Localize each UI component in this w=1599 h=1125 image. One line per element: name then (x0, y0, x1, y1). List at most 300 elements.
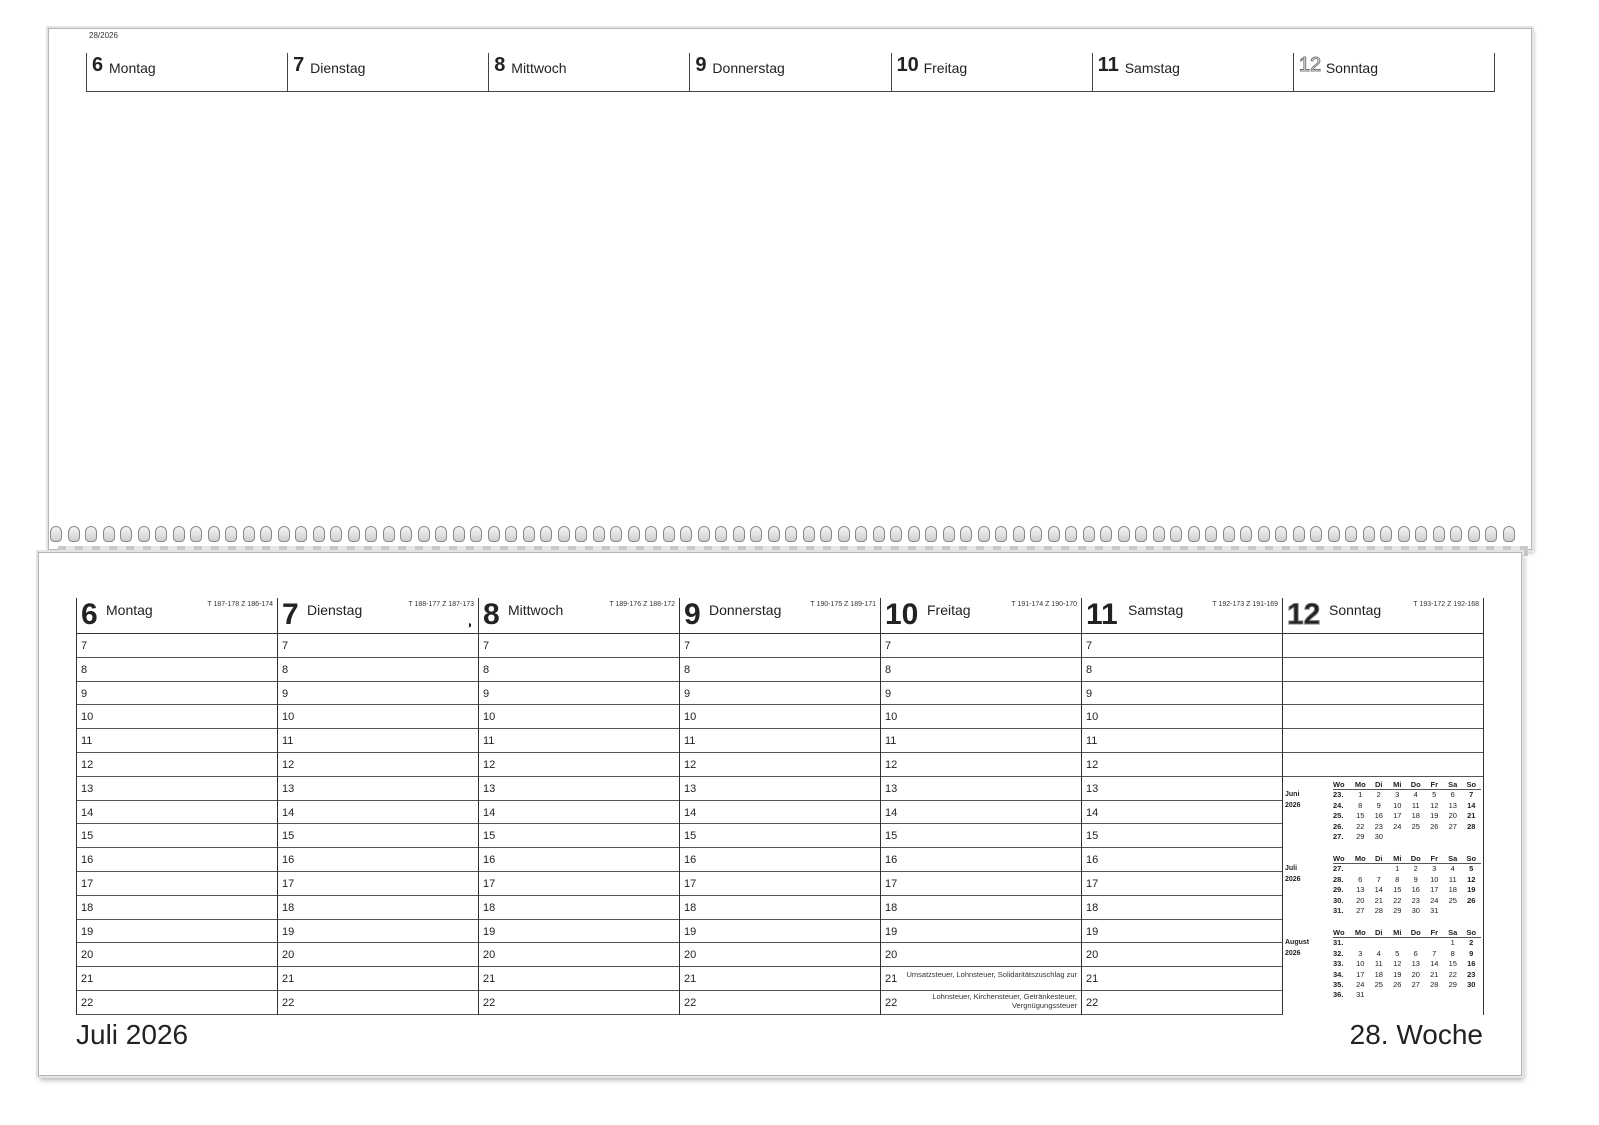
hour-slot[interactable] (77, 682, 277, 706)
hour-slot[interactable] (1283, 753, 1483, 777)
hour-slot[interactable] (680, 848, 880, 872)
hour-label: 14 (885, 806, 898, 819)
binding-ring (330, 526, 342, 542)
binding-ring (1013, 526, 1025, 542)
binding-ring (593, 526, 605, 542)
hour-slot[interactable] (680, 777, 880, 801)
day-number (1425, 990, 1444, 1000)
hour-slot[interactable] (278, 991, 478, 1015)
hour-slot[interactable] (77, 729, 277, 753)
hour-label: 18 (684, 901, 697, 914)
day-number: 16 (1467, 959, 1476, 969)
day-number: 4 (1450, 864, 1455, 874)
hour-label: 19 (1086, 925, 1099, 938)
hour-slot[interactable] (680, 943, 880, 967)
hour-slot[interactable] (77, 967, 277, 991)
hour-label: 10 (1086, 711, 1099, 724)
day-number (1425, 938, 1444, 948)
hour-label: 11 (81, 735, 93, 748)
planner-day-6 (1282, 598, 1484, 633)
hour-slot[interactable] (278, 729, 478, 753)
hour-slot[interactable] (479, 801, 679, 825)
hour-slot[interactable] (278, 801, 478, 825)
hour-slot[interactable] (1082, 896, 1282, 920)
day-number: 8 (1395, 874, 1400, 884)
day-number: 7 (1376, 874, 1381, 884)
hour-label: 10 (483, 711, 496, 724)
hour-label: 22 (684, 996, 697, 1009)
hour-slot[interactable] (680, 705, 880, 729)
hour-slot[interactable] (479, 896, 679, 920)
weekday-header: Do (1407, 854, 1426, 864)
hour-slot[interactable] (479, 682, 679, 706)
hour-label: 15 (483, 830, 496, 843)
planner-day-name: Montag (106, 602, 153, 618)
hour-slot[interactable] (680, 682, 880, 706)
hour-slot[interactable] (479, 777, 679, 801)
binding-ring (1030, 526, 1042, 542)
day-number: 29 (1356, 831, 1365, 841)
moon-phase-icon: ◑ (465, 620, 472, 631)
top-day-name: Mittwoch (511, 60, 567, 76)
hour-label: 19 (885, 925, 898, 938)
hour-slot[interactable] (1082, 658, 1282, 682)
hour-slot[interactable] (680, 967, 880, 991)
day-number: 10 (1356, 959, 1365, 969)
day-number: 2 (1469, 938, 1474, 948)
hour-label: 22 (885, 996, 898, 1009)
hour-slot[interactable] (278, 920, 478, 944)
binding-ring (540, 526, 552, 542)
day-number: 21 (1467, 811, 1476, 821)
footer-month: Juli 2026 (76, 1019, 189, 1050)
hour-slot[interactable] (881, 920, 1081, 944)
hour-slot[interactable] (278, 658, 478, 682)
hour-slot[interactable] (680, 729, 880, 753)
weekday-header: Wo (1333, 854, 1351, 864)
hour-slot[interactable] (278, 753, 478, 777)
hour-label: 14 (282, 806, 295, 819)
planner-day-name: Donnerstag (709, 602, 782, 618)
day-number: 17 (1430, 885, 1439, 895)
planner-grid (76, 598, 1484, 1015)
day-number: 1 (1450, 938, 1455, 948)
hour-label: 8 (684, 663, 691, 676)
tax-note (932, 992, 1077, 1010)
hour-label: 8 (1086, 663, 1093, 676)
hour-slot[interactable] (278, 872, 478, 896)
hour-label: 13 (282, 782, 295, 795)
day-number: 2 (1376, 790, 1381, 800)
hour-slot[interactable] (278, 682, 478, 706)
hour-slot[interactable] (680, 658, 880, 682)
hour-slot[interactable] (77, 777, 277, 801)
binding-ring (1240, 526, 1252, 542)
week-label: 28/2026 (89, 31, 118, 40)
hour-slot[interactable] (881, 729, 1081, 753)
weekday-header: Mi (1388, 928, 1407, 938)
day-number: 30 (1467, 979, 1476, 989)
hour-slot[interactable] (1283, 634, 1483, 658)
day-number: 25 (1411, 821, 1420, 831)
binding-ring (1083, 526, 1095, 542)
hour-slot[interactable] (77, 634, 277, 658)
binding-ring (295, 526, 307, 542)
binding-ring (628, 526, 640, 542)
hour-label: 20 (684, 949, 697, 962)
day-number: 2 (1413, 864, 1418, 874)
binding-ring (680, 526, 692, 542)
day-number: 24 (1393, 821, 1402, 831)
binding-ring (243, 526, 255, 542)
hour-slot[interactable] (479, 729, 679, 753)
binding-ring (750, 526, 762, 542)
binding-ring (785, 526, 797, 542)
hour-label: 19 (684, 925, 697, 938)
hour-slot[interactable] (1283, 705, 1483, 729)
hour-label: 8 (282, 663, 289, 676)
hour-slot[interactable] (479, 991, 679, 1015)
day-number: 18 (1374, 969, 1383, 979)
hour-label: 22 (1086, 996, 1099, 1009)
hour-label: 8 (81, 663, 88, 676)
week-number: 28. (1333, 874, 1344, 884)
hour-slot[interactable] (1082, 729, 1282, 753)
hour-slot[interactable] (1082, 920, 1282, 944)
hour-slot[interactable] (77, 943, 277, 967)
binding-ring (925, 526, 937, 542)
hour-slot[interactable] (1082, 705, 1282, 729)
mini-calendar-2 (1285, 928, 1481, 1001)
hour-slot[interactable] (278, 848, 478, 872)
day-number: 26 (1467, 895, 1476, 905)
hour-slot[interactable] (278, 824, 478, 848)
week-number: 26. (1333, 821, 1344, 831)
day-number: 20 (1411, 969, 1420, 979)
hour-label: 22 (81, 996, 94, 1009)
weekday-header: Sa (1444, 928, 1463, 938)
weekday-header: Fr (1425, 780, 1444, 790)
hour-label: 17 (684, 877, 697, 890)
binding-ring (260, 526, 272, 542)
week-number: 30. (1333, 895, 1344, 905)
hour-slot[interactable] (479, 920, 679, 944)
hour-label: 16 (1086, 854, 1099, 867)
hour-slot[interactable] (77, 872, 277, 896)
binding-ring (908, 526, 920, 542)
binding-ring (1065, 526, 1077, 542)
day-number: 30 (1374, 831, 1383, 841)
mini-month-year: 2026 (1285, 801, 1301, 809)
hour-label: 7 (282, 640, 289, 652)
binding-ring (208, 526, 220, 542)
hour-slot[interactable] (1082, 682, 1282, 706)
week-number: 33. (1333, 959, 1344, 969)
day-number: 17 (1356, 969, 1365, 979)
top-day-number: 11 (1097, 54, 1119, 76)
hour-slot[interactable] (1082, 801, 1282, 825)
hour-slot[interactable] (77, 991, 277, 1015)
binding-ring (768, 526, 780, 542)
hour-slot[interactable] (881, 991, 1081, 1015)
day-number: 28 (1430, 979, 1439, 989)
hour-slot[interactable] (1283, 658, 1483, 682)
day-number: 30 (1411, 905, 1420, 915)
day-number: 15 (1356, 811, 1365, 821)
day-number: 13 (1411, 959, 1420, 969)
day-number (1444, 990, 1463, 1000)
hour-slot[interactable] (479, 705, 679, 729)
day-number: 19 (1430, 811, 1439, 821)
hour-slot[interactable] (1082, 967, 1282, 991)
hour-label: 16 (483, 854, 496, 867)
day-number: 13 (1356, 885, 1365, 895)
day-number: 5 (1469, 864, 1474, 874)
hour-slot[interactable] (1082, 753, 1282, 777)
hour-slot[interactable] (479, 943, 679, 967)
hour-slot[interactable] (1283, 729, 1483, 753)
hour-slot[interactable] (278, 705, 478, 729)
day-number: 5 (1432, 790, 1437, 800)
hour-slot[interactable] (1082, 824, 1282, 848)
hour-slot[interactable] (77, 801, 277, 825)
day-number: 21 (1374, 895, 1383, 905)
hour-slot[interactable] (680, 824, 880, 848)
day-number: 23 (1467, 969, 1476, 979)
hour-slot[interactable] (881, 943, 1081, 967)
hour-slot[interactable] (881, 777, 1081, 801)
binding-ring (1275, 526, 1287, 542)
hour-slot[interactable] (881, 634, 1081, 658)
binding-ring (1485, 526, 1497, 542)
binding-ring (558, 526, 570, 542)
day-number: 10 (1393, 800, 1402, 810)
binding-ring (50, 526, 62, 542)
planner-day-name: Sonntag (1329, 602, 1382, 618)
day-number: 28 (1467, 821, 1476, 831)
weekday-header: Mo (1351, 928, 1370, 938)
hour-label: 15 (1086, 830, 1099, 843)
day-number (1407, 832, 1426, 842)
hour-slot[interactable] (680, 991, 880, 1015)
binding-ring (1310, 526, 1322, 542)
day-number: 1 (1358, 790, 1363, 800)
day-number: 27 (1411, 979, 1420, 989)
hour-label: 8 (483, 663, 490, 676)
hour-slot[interactable] (77, 920, 277, 944)
hour-slot[interactable] (479, 658, 679, 682)
hour-label: 12 (81, 758, 94, 771)
binding-ring (488, 526, 500, 542)
hour-slot[interactable] (1283, 682, 1483, 706)
day-number: 11 (1411, 800, 1420, 810)
day-number: 13 (1448, 800, 1457, 810)
hour-slot[interactable] (77, 824, 277, 848)
hour-slot[interactable] (1082, 872, 1282, 896)
binding-ring (1380, 526, 1392, 542)
top-day-name: Samstag (1124, 60, 1180, 76)
day-column-6 (1282, 634, 1484, 1015)
weekday-header: Sa (1444, 780, 1463, 790)
binding-ring (820, 526, 832, 542)
hour-slot[interactable] (77, 753, 277, 777)
hour-slot[interactable] (77, 848, 277, 872)
planner-day-number: 8 (483, 598, 500, 631)
day-number: 22 (1356, 821, 1365, 831)
binding-ring (1468, 526, 1480, 542)
hour-slot[interactable] (881, 753, 1081, 777)
hour-slot[interactable] (881, 705, 1081, 729)
hour-slot[interactable] (479, 753, 679, 777)
tax-note-line: Vergnügungssteuer (1011, 1000, 1077, 1010)
hour-slot[interactable] (1082, 943, 1282, 967)
day-number: 9 (1413, 874, 1418, 884)
hour-slot[interactable] (881, 967, 1081, 991)
day-number: 16 (1411, 885, 1420, 895)
top-day-2 (488, 53, 689, 91)
hour-label: 19 (282, 925, 295, 938)
day-number: 15 (1393, 885, 1402, 895)
hour-label: 12 (684, 758, 697, 771)
hour-label: 21 (282, 973, 295, 986)
binding-ring (278, 526, 290, 542)
binding-ring (1345, 526, 1357, 542)
planner-day-name: Dienstag (307, 602, 363, 618)
hour-slot[interactable] (881, 896, 1081, 920)
hour-slot[interactable] (77, 896, 277, 920)
hour-slot[interactable] (881, 824, 1081, 848)
binding-ring (453, 526, 465, 542)
day-column-2 (478, 634, 679, 1015)
day-number: 6 (1413, 948, 1418, 958)
sun-times-info: T 191-174 Z 190-170 (1011, 601, 1077, 608)
hour-slot[interactable] (680, 634, 880, 658)
hour-label: 22 (483, 996, 496, 1009)
hour-slot[interactable] (479, 634, 679, 658)
day-number: 14 (1467, 800, 1476, 810)
hour-slot[interactable] (278, 896, 478, 920)
binding-ring (138, 526, 150, 542)
day-number: 6 (1450, 790, 1455, 800)
day-number: 3 (1395, 790, 1400, 800)
hour-slot[interactable] (479, 848, 679, 872)
hour-label: 13 (684, 782, 697, 795)
day-column-5 (1081, 634, 1282, 1015)
hour-slot[interactable] (881, 682, 1081, 706)
hour-slot[interactable] (1082, 991, 1282, 1015)
day-number: 19 (1393, 969, 1402, 979)
hour-slot[interactable] (881, 658, 1081, 682)
day-number: 17 (1393, 811, 1402, 821)
hour-slot[interactable] (479, 967, 679, 991)
hour-label: 18 (483, 901, 496, 914)
binding-ring (663, 526, 675, 542)
day-column-0 (76, 634, 277, 1015)
hour-label: 7 (81, 640, 88, 652)
binding-ring (855, 526, 867, 542)
binding-ring (1450, 526, 1462, 542)
top-day-number: 9 (695, 54, 707, 76)
weekly-planner-sheet (38, 552, 1522, 1076)
hour-slot[interactable] (77, 705, 277, 729)
hour-slot[interactable] (1082, 848, 1282, 872)
binding-ring (1258, 526, 1270, 542)
sun-times-info: T 188-177 Z 187-173 (408, 601, 474, 608)
hour-label: 20 (885, 949, 898, 962)
hour-slot[interactable] (881, 848, 1081, 872)
week-number: 35. (1333, 979, 1344, 989)
binding-ring (645, 526, 657, 542)
hour-slot[interactable] (479, 872, 679, 896)
hour-slot[interactable] (680, 920, 880, 944)
sun-times-info: T 193-172 Z 192-168 (1413, 601, 1479, 608)
hour-slot[interactable] (278, 634, 478, 658)
binding-ring (1205, 526, 1217, 542)
day-number (1388, 938, 1407, 948)
binding-ring (155, 526, 167, 542)
sun-times-info: T 187-178 Z 186-174 (207, 601, 273, 608)
hour-slot[interactable] (881, 872, 1081, 896)
binding-ring (1170, 526, 1182, 542)
week-number: 31. (1333, 905, 1344, 915)
hour-slot[interactable] (680, 896, 880, 920)
day-number: 11 (1448, 874, 1457, 884)
hour-slot[interactable] (278, 943, 478, 967)
hour-label: 16 (684, 854, 697, 867)
top-calendar-sheet (48, 28, 1532, 550)
binding-ring (873, 526, 885, 542)
tax-note-line: Lohnsteuer, Kirchensteuer, Getränkesteuer, (932, 991, 1077, 1001)
hour-slot[interactable] (479, 824, 679, 848)
planner-day-number: 6 (81, 598, 98, 631)
weekday-header: Do (1407, 928, 1426, 938)
day-number: 31 (1356, 990, 1365, 1000)
hour-label: 19 (483, 925, 496, 938)
hour-slot[interactable] (278, 967, 478, 991)
top-day-4 (891, 53, 1092, 91)
mini-month-name: August (1285, 939, 1310, 947)
day-number (1462, 906, 1481, 916)
hour-label: 7 (483, 640, 490, 652)
hour-slot[interactable] (1082, 777, 1282, 801)
top-day-name: Freitag (923, 60, 968, 76)
hour-label: 14 (684, 806, 697, 819)
day-number: 25 (1448, 895, 1457, 905)
day-number (1370, 990, 1389, 1000)
hour-label: 20 (1086, 949, 1099, 962)
day-number: 6 (1358, 874, 1363, 884)
hour-slot[interactable] (680, 753, 880, 777)
day-number: 7 (1469, 790, 1474, 800)
hour-slot[interactable] (278, 777, 478, 801)
weekday-header: Di (1370, 928, 1389, 938)
day-number (1407, 938, 1426, 948)
week-number: 27. (1333, 864, 1344, 874)
hour-slot[interactable] (77, 658, 277, 682)
hour-slot[interactable] (680, 801, 880, 825)
hour-label: 21 (885, 973, 898, 986)
day-number: 8 (1358, 800, 1363, 810)
hour-slot[interactable] (680, 872, 880, 896)
hour-slot[interactable] (1082, 634, 1282, 658)
hour-label: 21 (81, 973, 94, 986)
binding-ring (1100, 526, 1112, 542)
week-number: 29. (1333, 885, 1344, 895)
planner-day-number: 7 (282, 598, 299, 631)
hour-slot[interactable] (881, 801, 1081, 825)
day-number: 24 (1430, 895, 1439, 905)
hour-label: 11 (1086, 735, 1098, 748)
